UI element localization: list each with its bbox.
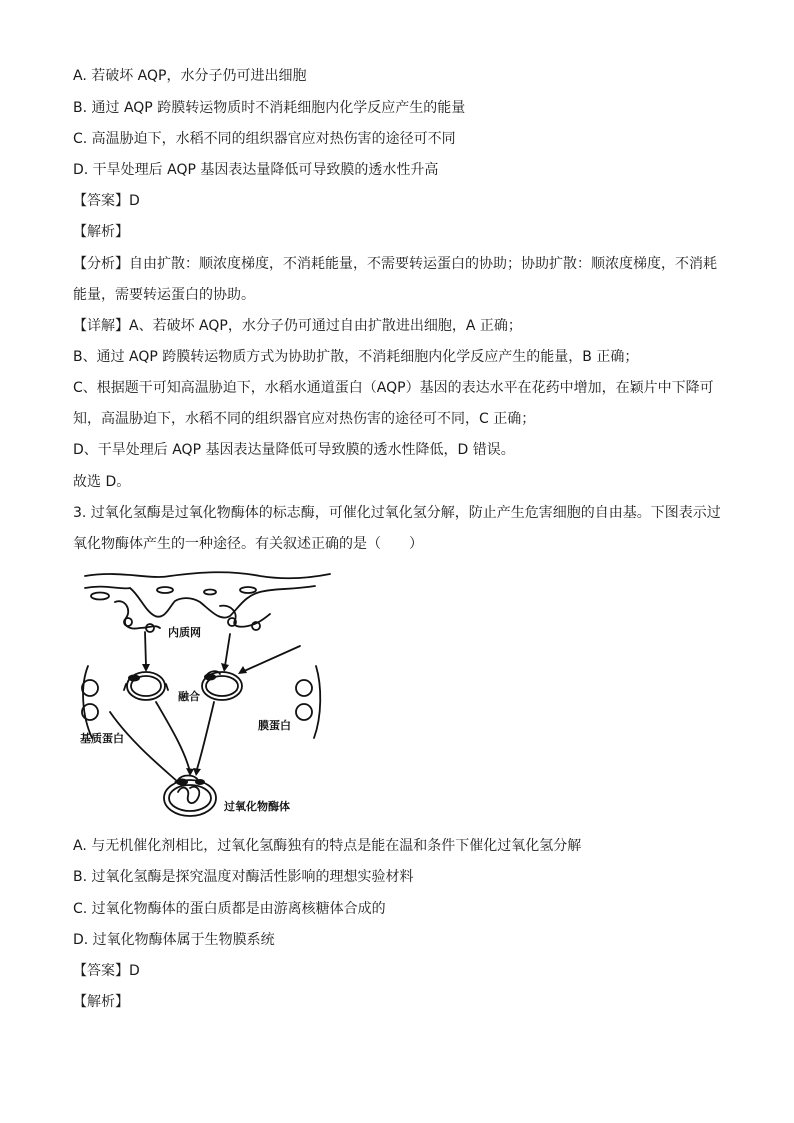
arrow-er-to-right-vesicle (225, 634, 230, 666)
er-vesicle-3 (240, 587, 256, 593)
label-membrane-protein: 膜蛋白 (258, 719, 291, 732)
label-fusion: 融合 (178, 690, 200, 703)
arrow-left-vesicle-to-peroxisome (156, 702, 190, 772)
q3-option-c: C. 过氧化物酶体的蛋白质都是由游离核糖体合成的 (73, 901, 386, 917)
q3-answer: 【答案】D (73, 963, 140, 979)
arrow-er-to-left-vesicle (145, 632, 146, 666)
q2-conclusion: 故选 D。 (73, 474, 131, 490)
q2-analysis-line-1: 【分析】自由扩散：顺浓度梯度，不消耗能量，不需要转运蛋白的协助；协助扩散：顺浓度梯度，不消耗 (73, 256, 717, 272)
arrowhead-1 (142, 664, 150, 672)
er-vesicle-2 (157, 587, 173, 593)
q3-stem-line-1: 3. 过氧化氢酶是过氧化物酶体的标志酶，可催化过氧化氢分解，防止产生危害细胞的自由基。下图表示过 (73, 505, 721, 521)
q2-detail-a: 【详解】A、若破坏 AQP，水分子仍可通过自由扩散进出细胞，A 正确； (73, 318, 522, 334)
arrowhead-6 (193, 768, 201, 776)
q2-jiexi-heading: 【解析】 (73, 224, 129, 240)
q3-jiexi-heading: 【解析】 (73, 994, 129, 1010)
q2-option-a: A. 若破坏 AQP，水分子仍可进出细胞 (73, 68, 307, 84)
q2-detail-c-line-1: C、根据题干可知高温胁迫下，水稻水通道蛋白（AQP）基因的表达水平在花药中增加，在颖片中下降可 (73, 380, 714, 396)
q2-option-d: D. 干旱处理后 AQP 基因表达量降低可导致膜的透水性升高 (73, 162, 439, 178)
label-matrix-protein: 基质蛋白 (80, 732, 124, 745)
q2-option-b: B. 通过 AQP 跨膜转运物质时不消耗细胞内化学反应产生的能量 (73, 100, 466, 116)
peroxisome-dark-cap-2 (195, 779, 205, 785)
left-vesicle-dark-cap (128, 675, 140, 682)
er-vesicle-4 (204, 590, 216, 595)
arrow-membrane-protein-to-vesicle (242, 646, 300, 672)
q3-option-a: A. 与无机催化剂相比，过氧化氢酶独有的特点是能在温和条件下催化过氧化氢分解 (73, 838, 582, 854)
label-er: 内质网 (168, 626, 201, 639)
q2-analysis-line-2: 能量，需要转运蛋白的协助。 (73, 287, 255, 303)
right-mrna (314, 666, 320, 738)
arrowhead-2 (221, 663, 229, 672)
er-membrane-outer (85, 572, 330, 578)
peroxisome-matrix-protein (178, 787, 199, 803)
peroxisome-diagram (60, 566, 350, 826)
peroxisome-formation-figure (60, 566, 350, 826)
er-vesicle-1 (91, 593, 109, 600)
right-ribosome-pair-bottom (296, 704, 312, 720)
q3-stem-line-2: 氧化物酶体产生的一种途径。有关叙述正确的是（ ） (73, 536, 423, 552)
peroxisome-dark-cap (176, 779, 188, 786)
q3-option-d: D. 过氧化物酶体属于生物膜系统 (73, 932, 275, 948)
q2-detail-c-line-2: 知，高温胁迫下，水稻不同的组织器官应对热伤害的途径可不同，C 正确； (73, 411, 536, 427)
right-vesicle-dark-cap (204, 674, 216, 681)
label-peroxisome: 过氧化物酶体 (224, 800, 290, 813)
q2-option-c: C. 高温胁迫下，水稻不同的组织器官应对热伤害的途径可不同 (73, 131, 456, 147)
peroxisome-inner (169, 785, 211, 811)
right-ribosome-pair-top (296, 680, 312, 696)
arrow-right-vesicle-to-peroxisome (196, 702, 214, 772)
left-mrna (83, 666, 92, 738)
q2-answer: 【答案】D (73, 193, 140, 209)
q2-detail-b: B、通过 AQP 跨膜转运物质方式为协助扩散，不消耗细胞内化学反应产生的能量，B 正确； (73, 349, 639, 365)
q3-option-b: B. 过氧化氢酶是探究温度对酶活性影响的理想实验材料 (73, 869, 414, 885)
q2-detail-d: D、干旱处理后 AQP 基因表达量降低可导致膜的透水性降低，D 错误。 (73, 442, 515, 458)
